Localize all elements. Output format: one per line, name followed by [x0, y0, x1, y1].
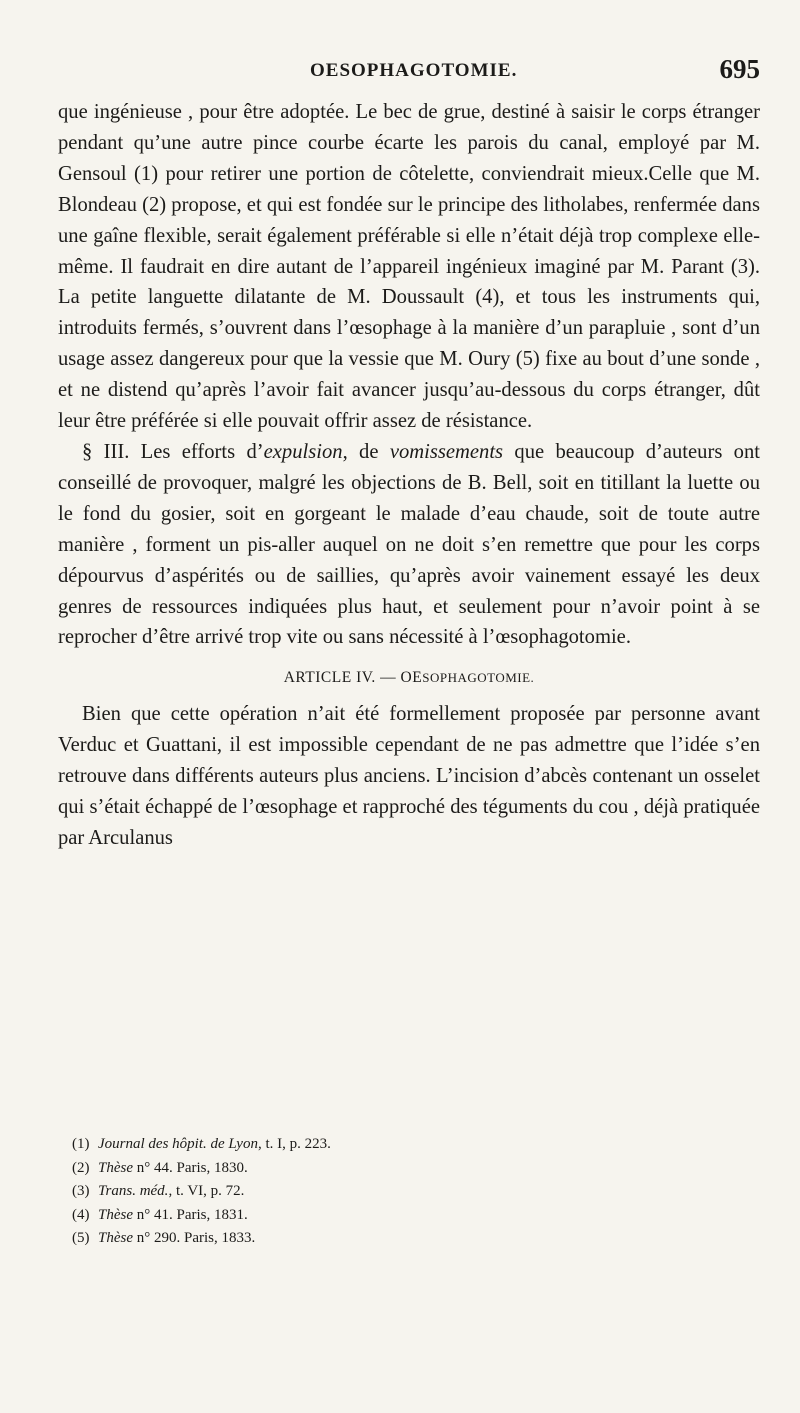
footnote-number: (3) [72, 1183, 90, 1199]
footnote-detail: , t. I, p. 223. [257, 1136, 331, 1152]
paragraph-2-end: que beaucoup d’auteurs ont conseillé de provoquer, malgré les objections de B. Bell, soit en titillant la luette ou le fond du gosier, soit en gorgeant le malade d’eau chaude, soit de toute autre manière , forment un pis-aller auquel on ne doit s’en remettre que pour les corps dépourvus d’aspérités ou de saillies, qu’après avoir vainement essayé les deux genres de ressources indiquées plus haut, et seulement pour n’avoir point à se reprocher d’être arrivé trop vite ou sans nécessité à l’œsophagotomie. [58, 440, 760, 649]
footnote-title: Thèse [98, 1159, 133, 1176]
paragraph-2-start: § III. Les efforts d’ [82, 440, 264, 463]
footnote [72, 1204, 692, 1228]
emphasis-expulsion: expulsion [263, 440, 343, 463]
article-heading [58, 663, 760, 693]
footnote-title: Trans. méd. [98, 1183, 169, 1199]
emphasis-vomissements: vomissements [389, 440, 504, 463]
paragraph-3: Bien que cette opération n’ait été formellement proposée par personne avant Verduc et Guattani, il est impossible cependant de ne pas admettre que l’idée s’en retrouve dans différents auteurs plus anciens. L’incision d’abcès contenant un osselet qui s’était échappé de l’œsophage et rapproché des téguments du cou , déjà pratiquée par Arculanus [58, 703, 760, 849]
running-title: OESOPHAGOTOMIE. [310, 60, 518, 81]
footnote-number: (4) [72, 1206, 90, 1223]
page-number: 695 [719, 54, 760, 84]
footnote-number: (5) [72, 1230, 90, 1246]
article-heading-smallcaps: SOPHAGOTOMIE. [422, 670, 535, 686]
footnote-detail: n° 41. Paris, 1831. [133, 1206, 248, 1223]
footnote-detail: n° 290. Paris, 1833. [133, 1230, 256, 1246]
paragraph-1: que ingénieuse , pour être adoptée. Le bec de grue, destiné à saisir le corps étranger pendant qu’une autre pince courbe écarte les parois du canal, employé par M. Gensoul (1) pour retirer une portion de côtelette, conviendrait mieux.Celle que M. Blondeau (2) propose, et qui est fondée sur le principe des litholabes, renfermée dans une gaîne flexible, serait également préférable si elle n’était déjà trop complexe elle-même. Il faudrait en dire autant de l’appareil ingénieux imaginé par M. Parant (3). La petite languette dilatante de M. Doussault (4), et tous les instruments qui, introduits fermés, s’ouvrent dans l’œsophage à la manière d’un parapluie , sont d’un usage assez dangereux pour que la vessie que M. Oury (5) fixe au bout d’une sonde , et ne distend qu’après l’avoir fait avancer jusqu’au-dessous du corps étranger, dût leur être préférée si elle pouvait offrir assez de résistance. [58, 101, 760, 433]
footnote-detail: n° 44. Paris, 1830. [133, 1159, 248, 1176]
footnote [72, 1133, 692, 1157]
article-heading-main: ARTICLE IV. — OE [283, 669, 423, 687]
paragraph-2-mid: , de [342, 440, 390, 463]
footnote-title: Journal des hôpit. de Lyon [98, 1136, 258, 1152]
footnote [72, 1157, 692, 1181]
footnote-number: (1) [72, 1136, 90, 1152]
paragraph-2 [58, 437, 760, 653]
page-header [60, 54, 760, 94]
footnote-number: (2) [72, 1159, 90, 1176]
footnote-detail: , t. VI, p. 72. [168, 1183, 245, 1199]
footnote-title: Thèse [98, 1230, 133, 1246]
footnotes [72, 1133, 692, 1251]
footnote [72, 1180, 692, 1204]
footnote [72, 1227, 692, 1251]
body-text [58, 97, 760, 854]
footnote-title: Thèse [98, 1206, 133, 1223]
